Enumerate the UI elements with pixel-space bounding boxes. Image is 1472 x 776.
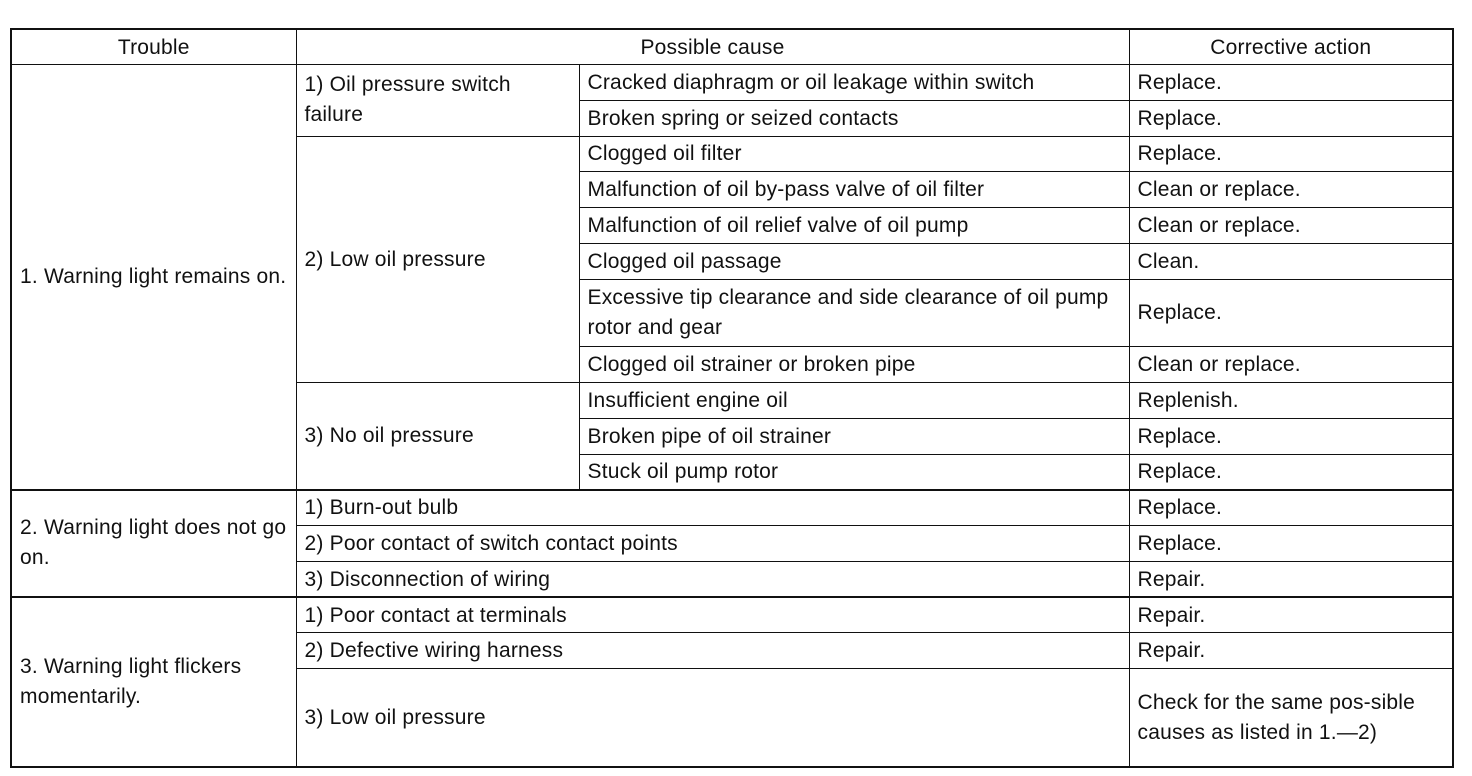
- cause-cell: 3) Low oil pressure: [296, 669, 1129, 767]
- detail-cell: Clogged oil strainer or broken pipe: [579, 347, 1129, 383]
- cause-cell: 3) No oil pressure: [296, 382, 579, 489]
- header-row: [11, 29, 1453, 65]
- cause-cell: 2) Poor contact of switch contact points: [296, 526, 1129, 562]
- action-cell: Repair.: [1129, 633, 1453, 669]
- table-row: [11, 597, 1453, 633]
- troubleshooting-table-wrapper: [10, 28, 1452, 768]
- action-cell: Replace.: [1129, 100, 1453, 136]
- action-cell: Replace.: [1129, 526, 1453, 562]
- action-cell: Repair.: [1129, 561, 1453, 597]
- detail-cell: Malfunction of oil by-pass valve of oil filter: [579, 172, 1129, 208]
- detail-cell: Broken spring or seized contacts: [579, 100, 1129, 136]
- action-cell: Clean or replace.: [1129, 208, 1453, 244]
- detail-cell: Malfunction of oil relief valve of oil pump: [579, 208, 1129, 244]
- action-cell: Clean.: [1129, 243, 1453, 279]
- action-cell: Replace.: [1129, 279, 1453, 346]
- table-row: [11, 65, 1453, 101]
- action-cell: Replenish.: [1129, 382, 1453, 418]
- trouble-cell: 2. Warning light does not go on.: [11, 490, 296, 597]
- header-corrective-action: Corrective action: [1129, 29, 1453, 65]
- cause-cell: 1) Burn-out bulb: [296, 490, 1129, 526]
- trouble-cell: 3. Warning light flickers momentarily.: [11, 597, 296, 767]
- detail-cell: Clogged oil passage: [579, 243, 1129, 279]
- action-cell: Replace.: [1129, 418, 1453, 454]
- action-cell: Check for the same pos-sible causes as listed in 1.—2): [1129, 669, 1453, 767]
- action-cell: Replace.: [1129, 454, 1453, 490]
- action-cell: Replace.: [1129, 136, 1453, 172]
- header-possible-cause: Possible cause: [296, 29, 1129, 65]
- action-cell: Replace.: [1129, 65, 1453, 101]
- detail-cell: Stuck oil pump rotor: [579, 454, 1129, 490]
- trouble-cell: 1. Warning light remains on.: [11, 65, 296, 490]
- troubleshooting-table: [10, 28, 1454, 768]
- action-cell: Replace.: [1129, 490, 1453, 526]
- detail-cell: Insufficient engine oil: [579, 382, 1129, 418]
- cause-cell: 2) Low oil pressure: [296, 136, 579, 382]
- action-cell: Clean or replace.: [1129, 347, 1453, 383]
- action-cell: Repair.: [1129, 597, 1453, 633]
- header-trouble: Trouble: [11, 29, 296, 65]
- detail-cell: Broken pipe of oil strainer: [579, 418, 1129, 454]
- table-row: [11, 490, 1453, 526]
- action-cell: Clean or replace.: [1129, 172, 1453, 208]
- cause-cell: 1) Poor contact at terminals: [296, 597, 1129, 633]
- cause-cell: 1) Oil pressure switch failure: [296, 65, 579, 137]
- cause-cell: 3) Disconnection of wiring: [296, 561, 1129, 597]
- cause-cell: 2) Defective wiring harness: [296, 633, 1129, 669]
- detail-cell: Excessive tip clearance and side clearance of oil pump rotor and gear: [579, 279, 1129, 346]
- detail-cell: Clogged oil filter: [579, 136, 1129, 172]
- detail-cell: Cracked diaphragm or oil leakage within switch: [579, 65, 1129, 101]
